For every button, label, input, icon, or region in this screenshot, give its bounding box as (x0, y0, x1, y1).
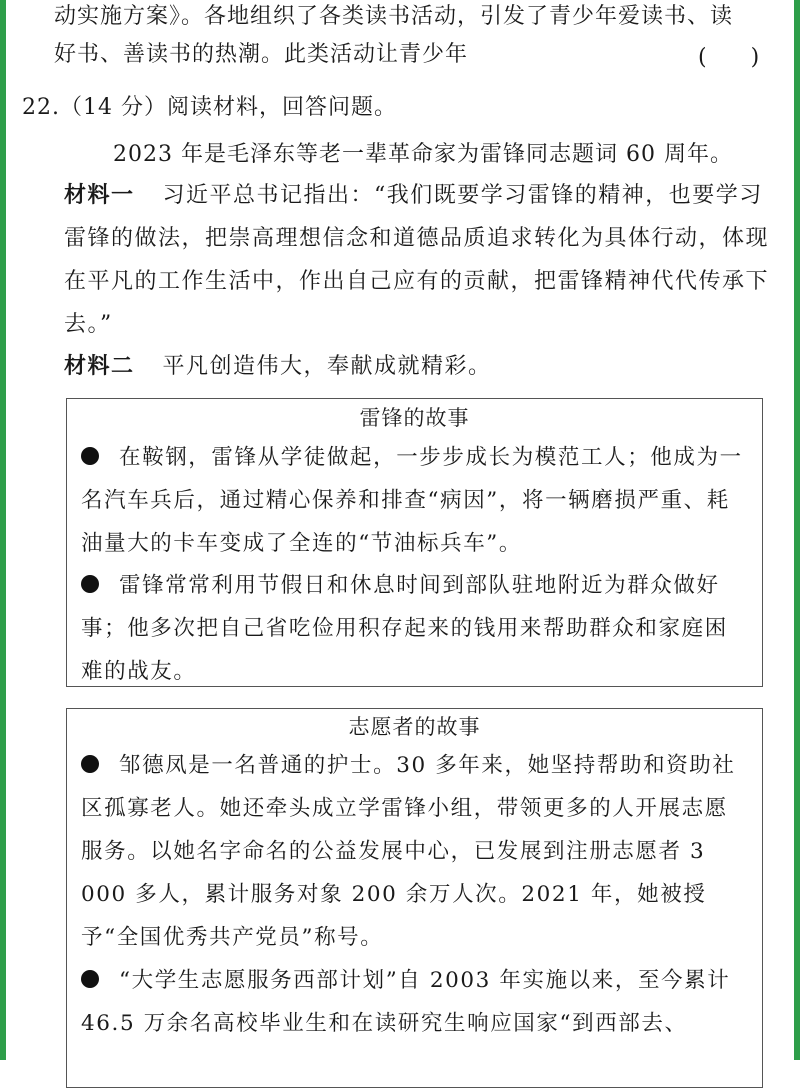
volunteer-story-item-2 (81, 959, 747, 1045)
lei-feng-story-title: 雷锋的故事 (359, 406, 470, 430)
material-two-text: 平凡创造伟大，奉献成就精彩。 (162, 354, 492, 379)
volunteer-story-item-1 (81, 744, 747, 959)
question-22-header: 22.（14 分）阅读材料，回答问题。 (22, 95, 397, 120)
lei-feng-story-item-1-text: 在鞍钢，雷锋从学徒做起，一步步成长为模范工人；他成为一名汽车兵后，通过精心保养和排查“病因”，将一辆磨损严重、耗油量大的卡车变成了全连的“节油标兵车”。 (81, 445, 743, 556)
continued-text-line-1: 动实施方案》。各地组织了各类读书活动，引发了青少年爱读书、读 (54, 4, 734, 29)
answer-parenthesis: ( ) (698, 45, 760, 70)
volunteer-story-box (66, 708, 763, 1088)
bullet-icon (81, 970, 99, 988)
volunteer-story-title: 志愿者的故事 (348, 715, 481, 739)
lei-feng-story-item-1 (81, 436, 747, 565)
lei-feng-story-item-2 (81, 564, 747, 693)
bullet-icon (81, 755, 99, 773)
material-one-label: 材料一 (64, 183, 135, 208)
lei-feng-story-item-2-text: 雷锋常常利用节假日和休息时间到部队驻地附近为群众做好事；他多次把自己省吃俭用积存起来的钱用来帮助群众和家庭困难的战友。 (81, 573, 728, 684)
question-22-intro: 2023 年是毛泽东等老一辈革命家为雷锋同志题词 60 周年。 (113, 142, 733, 167)
material-two-label: 材料二 (64, 354, 135, 379)
volunteer-story-item-1-text: 邹德凤是一名普通的护士。30 多年来，她坚持帮助和资助社区孤寡老人。她还牵头成立学雷锋小组，带领更多的人开展志愿服务。以她名字命名的公益发展中心，已发展到注册志愿者 3 000 多人，累计服务对象 200 余万人次。2021 年，她被授予“全国优秀共产党员”称号。 (81, 753, 736, 950)
volunteer-story-item-2-text: “大学生志愿服务西部计划”自 2003 年实施以来，至今累计 46.5 万余名高校毕业生和在读研究生响应国家“到西部去、 (81, 968, 731, 1036)
lei-feng-story-box (66, 398, 763, 687)
material-one-text: 习近平总书记指出：“我们既要学习雷锋的精神，也要学习雷锋的做法，把崇高理想信念和道德品质追求转化为具体行动，体现在平凡的工作生活中，作出自己应有的贡献，把雷锋精神代代传承下去。” (64, 183, 770, 337)
material-one (64, 174, 772, 346)
bullet-icon (81, 447, 99, 465)
material-two (64, 345, 772, 388)
bullet-icon (81, 575, 99, 593)
continued-text-line-2: 好书、善读书的热潮。此类活动让青少年 (54, 42, 469, 67)
